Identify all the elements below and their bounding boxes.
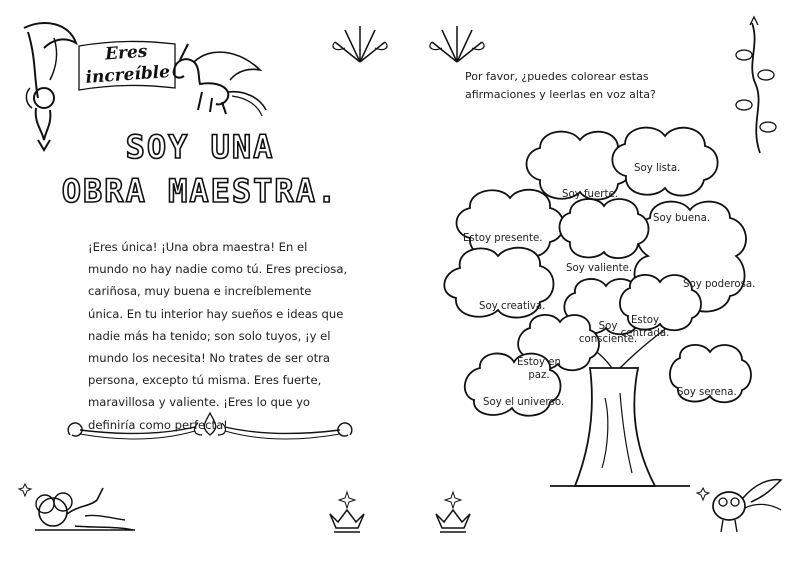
affirmation-valiente: Soy valiente. [566, 263, 633, 274]
main-title-line2: OBRA MAESTRA. [61, 172, 339, 210]
affirmation-buena: Soy buena. [653, 213, 711, 224]
affirmation-lista: Soy lista. [634, 163, 681, 174]
affirmation-creativa: Soy creativa. [479, 301, 546, 312]
crown-icon [322, 490, 372, 540]
unicorn-icon [160, 40, 270, 120]
leaf-cluster-icon [325, 18, 395, 68]
affirmation-centrada: Estoy centrada. [620, 315, 670, 339]
flourish-divider-icon [60, 405, 360, 455]
crown-icon [428, 490, 478, 540]
owl-icon [695, 468, 785, 538]
affirmation-poderosa: Soy poderosa. [683, 279, 756, 290]
body-paragraph: ¡Eres única! ¡Una obra maestra! En el mundo no hay nadie como tú. Eres preciosa, cariñosa, muy buena e increíblemente única. En tu interior hay sueños e ideas que nadie más ha tenido; son solo tuyos, ¡y el mundo los necesita! No trates de ser otra persona, excepto tú misma. Eres fuerte, maravillosa y valiente. ¡Eres lo que yo definiría como perfecta! [88, 240, 348, 432]
sleeping-unicorn-icon [15, 470, 140, 540]
affirmation-serena: Soy serena. [677, 387, 737, 398]
main-title [0, 125, 400, 213]
affirmation-en-paz: Estoy en paz. [517, 357, 561, 381]
affirmation-presente: Estoy presente. [463, 233, 543, 244]
affirmation-fuerte: Soy fuerte. [562, 189, 618, 200]
ribbon-title: Eres increíble [84, 41, 171, 88]
right-page [400, 0, 800, 565]
affirmation-consciente: Soy consciente. [578, 321, 638, 345]
main-title-line1: SOY UNA [125, 128, 275, 166]
instruction-prompt: Por favor, ¿puedes colorear estas afirmaciones y leerlas en voz alta? [465, 70, 656, 101]
leaf-cluster-icon [422, 18, 492, 68]
affirmation-universo: Soy el universo. [483, 397, 565, 408]
